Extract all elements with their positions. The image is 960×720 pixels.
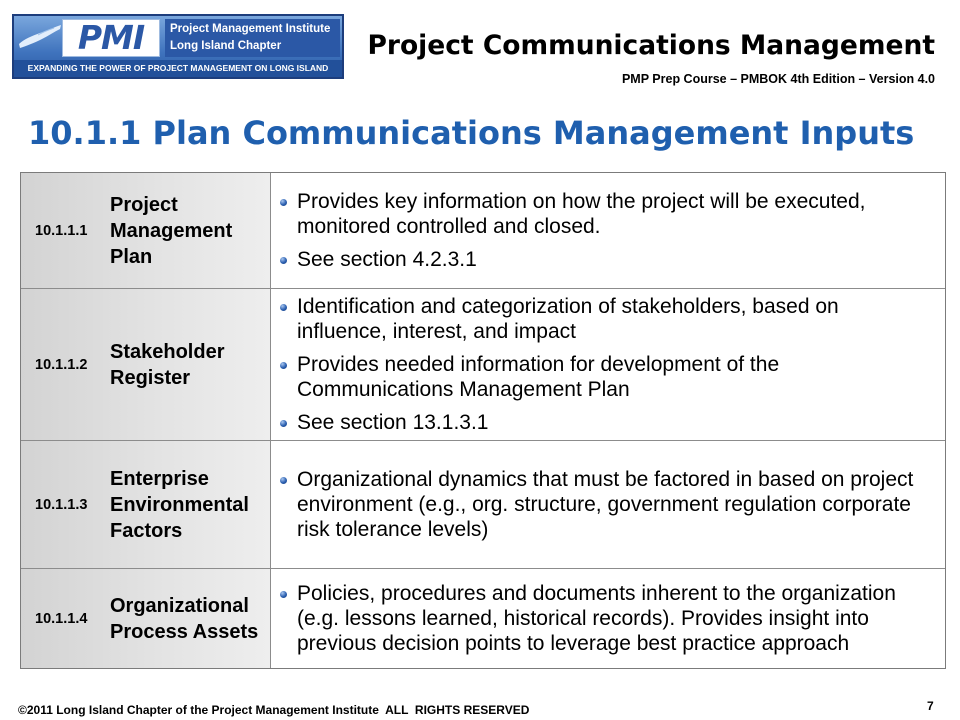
section-number: 10.1.1.3 <box>35 496 88 513</box>
input-name: Enterprise Environmental Factors <box>110 467 249 542</box>
bullet-dot-icon <box>280 420 287 427</box>
bullet-text: Provides key information on how the project will be executed, monitored controlled and closed. <box>297 190 866 238</box>
table-row <box>21 173 945 289</box>
inputs-table <box>20 172 946 669</box>
bullet-dot-icon <box>280 304 287 311</box>
bullet-list <box>280 467 923 542</box>
table-row <box>21 289 945 441</box>
copyright-footer: ©2011 Long Island Chapter of the Project Management Institute ALL RIGHTS RESERVED <box>18 703 530 717</box>
bullet-text: Identification and categorization of stakeholders, based on influence, interest, and impact <box>297 295 839 343</box>
bullet-text: Provides needed information for development of the Communications Management Plan <box>297 353 780 401</box>
logo-chapter-name: Long Island Chapter <box>170 40 282 52</box>
input-name-cell <box>21 289 271 440</box>
deck-title: Project Communications Management <box>367 30 935 61</box>
long-island-map-icon <box>18 22 62 52</box>
input-description-cell <box>271 569 945 668</box>
pmi-logo-mark: PMI <box>62 19 160 57</box>
bullet-text: See section 13.1.3.1 <box>297 411 489 434</box>
bullet-dot-icon <box>280 477 287 484</box>
bullet-text: Organizational dynamics that must be factored in based on project environment (e.g., org. structure, government regulation corporate risk tolerance levels) <box>297 468 914 541</box>
logo-org-name: Project Management Institute <box>170 23 331 35</box>
bullet-dot-icon <box>280 362 287 369</box>
section-number: 10.1.1.1 <box>35 222 88 239</box>
table-row <box>21 569 945 668</box>
bullet-text: See section 4.2.3.1 <box>297 248 477 271</box>
bullet-item <box>280 247 923 272</box>
bullet-dot-icon <box>280 199 287 206</box>
island-shape <box>19 25 61 48</box>
input-name: Project Management Plan <box>110 193 233 268</box>
table-row <box>21 441 945 569</box>
bullet-text: Policies, procedures and documents inherent to the organization (e.g. lessons learned, historical records). Provides insight into previous decision points to leverage best practice approach <box>297 582 896 655</box>
input-description-cell <box>271 173 945 288</box>
course-version-label: PMP Prep Course – PMBOK 4th Edition – Version 4.0 <box>621 72 935 86</box>
section-number: 10.1.1.2 <box>35 356 88 373</box>
bullet-dot-icon <box>280 257 287 264</box>
bullet-list <box>280 581 923 656</box>
bullet-item <box>280 467 923 542</box>
logo-org-text <box>165 19 340 57</box>
bullet-list <box>280 189 923 272</box>
slide-title: 10.1.1 Plan Communications Management Inputs <box>28 114 915 152</box>
input-description-cell <box>271 289 945 440</box>
input-name-cell <box>21 569 271 668</box>
logo-tagline: EXPANDING THE POWER OF PROJECT MANAGEMENT ON LONG ISLAND <box>14 60 342 77</box>
bullet-item <box>280 189 923 239</box>
input-name-cell <box>21 441 271 568</box>
bullet-item <box>280 352 923 402</box>
input-description-cell <box>271 441 945 568</box>
bullet-item <box>280 294 923 344</box>
input-name-cell <box>21 173 271 288</box>
bullet-list <box>280 294 923 435</box>
section-number: 10.1.1.4 <box>35 610 88 627</box>
bullet-dot-icon <box>280 591 287 598</box>
page-number: 7 <box>927 699 934 713</box>
input-name: Stakeholder Register <box>110 340 225 389</box>
bullet-item <box>280 581 923 656</box>
input-name: Organizational Process Assets <box>110 594 259 643</box>
pmi-long-island-logo <box>12 14 344 79</box>
bullet-item <box>280 410 923 435</box>
